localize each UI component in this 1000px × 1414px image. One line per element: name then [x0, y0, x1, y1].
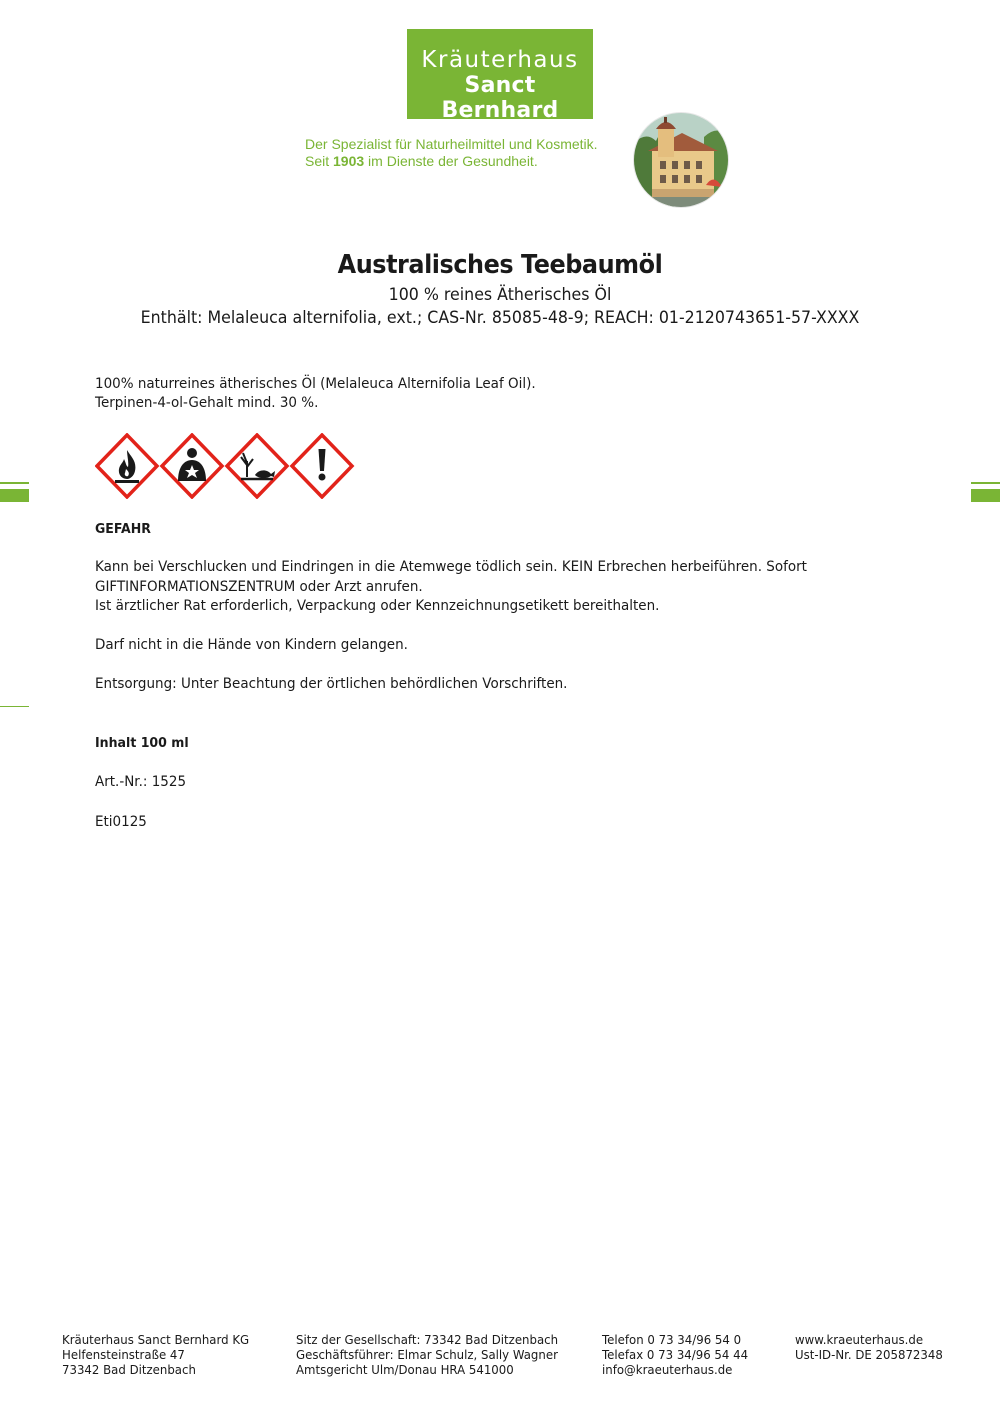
- ghs-pictograms: [95, 433, 355, 499]
- footer-text: Amtsgericht Ulm/Donau HRA 541000: [296, 1362, 514, 1377]
- brand-slogan: [305, 136, 598, 170]
- footer-text: Helfensteinstraße 47: [62, 1347, 185, 1362]
- hazard-statement-line-3: Ist ärztlicher Rat erforderlich, Verpackung oder Kennzeichnungsetikett bereithalten.: [95, 598, 660, 614]
- footer-text: Ust-ID-Nr. DE 205872348: [795, 1347, 943, 1362]
- footer-company-address: [62, 1332, 249, 1377]
- environment-icon: [227, 435, 287, 497]
- footer-text: Telefax 0 73 34/96 54 44: [602, 1347, 749, 1362]
- logo-line-1: Kräuterhaus: [421, 47, 579, 73]
- brand-logo: [407, 29, 593, 123]
- product-title: Australisches Teebaumöl: [337, 250, 663, 280]
- slogan-line-1: Der Spezialist für Naturheilmittel und Kosmetik.: [305, 136, 598, 152]
- hazard-statement-line-1: Kann bei Verschlucken und Eindringen in die Atemwege tödlich sein. KEIN Erbrechen herbeiführen. Sofort: [95, 559, 807, 575]
- slogan-line-2: [305, 153, 598, 170]
- description-line-1: 100% naturreines ätherisches Öl (Melaleuca Alternifolia Leaf Oil).: [95, 376, 536, 392]
- article-number: Art.-Nr.: 1525: [95, 774, 187, 790]
- footer-text: Geschäftsführer: Elmar Schulz, Sally Wagner: [296, 1347, 558, 1362]
- left-fold-mark-bar: [0, 489, 29, 502]
- footer-text: info@kraeuterhaus.de: [602, 1362, 733, 1377]
- label-code: Eti0125: [95, 814, 147, 830]
- logo-line-2: Sanct Bernhard: [441, 73, 559, 123]
- footer-text: www.kraeuterhaus.de: [795, 1332, 924, 1347]
- right-fold-mark-bar: [971, 489, 1000, 502]
- footer-legal-info: [296, 1332, 558, 1377]
- signal-word: GEFAHR: [95, 521, 151, 537]
- health-hazard-icon: [162, 435, 222, 497]
- slogan-prefix: Seit: [305, 153, 334, 169]
- footer-text: 73342 Bad Ditzenbach: [62, 1362, 196, 1377]
- left-fold-mark-top: [0, 482, 29, 484]
- footer-text: Sitz der Gesellschaft: 73342 Bad Ditzenbach: [296, 1332, 559, 1347]
- slogan-year: 1903: [333, 153, 365, 169]
- footer-text: Telefon 0 73 34/96 54 0: [602, 1332, 742, 1347]
- right-fold-mark-top: [971, 482, 1000, 484]
- product-ingredients: Enthält: Melaleuca alternifolia, ext.; CAS-Nr. 85085-48-9; REACH: 01-2120743651-57-XXXX: [140, 308, 860, 328]
- left-punch-mark: [0, 706, 29, 707]
- disposal-note: Entsorgung: Unter Beachtung der örtlichen behördlichen Vorschriften.: [95, 676, 568, 692]
- flame-icon: [97, 435, 157, 497]
- footer-contact: [602, 1332, 748, 1377]
- content-volume: Inhalt 100 ml: [95, 735, 189, 751]
- footer-web-tax: [795, 1332, 943, 1362]
- product-subtitle: 100 % reines Ätherisches Öl: [388, 285, 612, 305]
- slogan-suffix: im Dienste der Gesundheit.: [364, 153, 538, 169]
- company-building-photo: [633, 112, 729, 208]
- footer-text: Kräuterhaus Sanct Bernhard KG: [62, 1332, 250, 1347]
- children-warning: Darf nicht in die Hände von Kindern gelangen.: [95, 637, 408, 653]
- hazard-statement-line-2: GIFTINFORMATIONSZENTRUM oder Arzt anrufen.: [95, 579, 423, 595]
- description-line-2: Terpinen-4-ol-Gehalt mind. 30 %.: [95, 395, 319, 411]
- exclamation-icon: [292, 435, 352, 497]
